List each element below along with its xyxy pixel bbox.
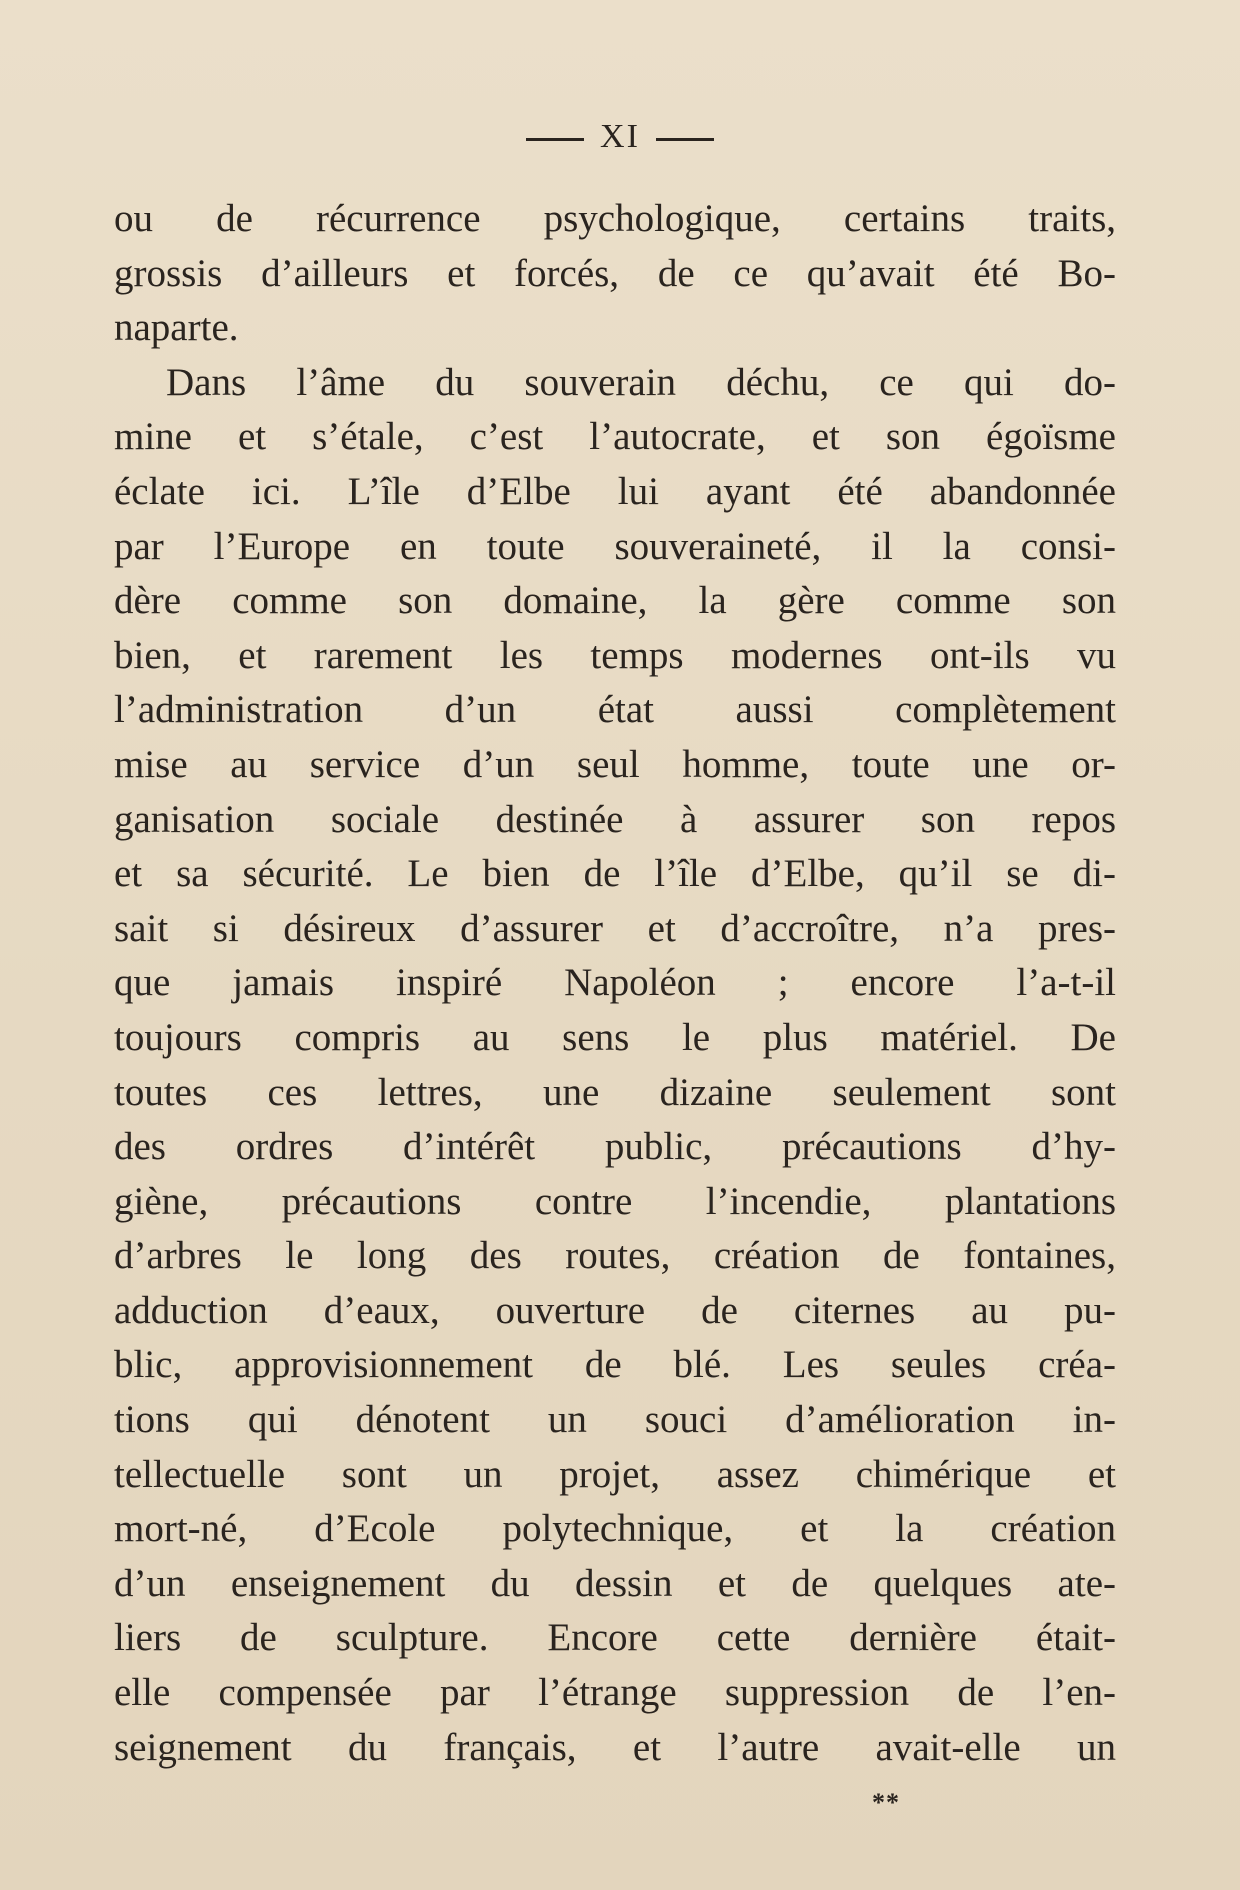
text-line: tions qui dénotent un souci d’amélioration in- [114, 1398, 1116, 1442]
text-line: giène, précautions contre l’incendie, plantations [114, 1179, 1116, 1223]
text-line: que jamais inspiré Napoléon ; encore l’a-t-il [114, 961, 1116, 1005]
page-number: XI [600, 118, 640, 155]
text-line: adduction d’eaux, ouverture de citernes au pu- [114, 1288, 1116, 1332]
text-line: seignement du français, et l’autre avait-elle un [114, 1725, 1116, 1769]
text-line: Dans l’âme du souverain déchu, ce qui do- [166, 360, 1116, 404]
body-text [114, 192, 1116, 1775]
text-line: d’arbres le long des routes, création de fontaines, [114, 1234, 1116, 1278]
header-dash-right [656, 138, 714, 141]
text-line: l’administration d’un état aussi complètement [114, 688, 1116, 732]
text-line: dère comme son domaine, la gère comme son [114, 579, 1116, 623]
text-line: d’un enseignement du dessin et de quelques ate- [114, 1561, 1116, 1605]
text-line: liers de sculpture. Encore cette dernière était- [114, 1616, 1116, 1660]
text-line: éclate ici. L’île d’Elbe lui ayant été abandonnée [114, 469, 1116, 513]
text-line: grossis d’ailleurs et forcés, de ce qu’avait été Bo- [114, 251, 1116, 295]
text-line: naparte. [114, 306, 239, 350]
text-line: mise au service d’un seul homme, toute une or- [114, 742, 1116, 786]
header-dash-left [526, 138, 584, 141]
page-header [0, 118, 1240, 156]
text-line: elle compensée par l’étrange suppression de l’en- [114, 1671, 1116, 1715]
text-line: bien, et rarement les temps modernes ont-ils vu [114, 633, 1116, 677]
text-line: mort-né, d’Ecole polytechnique, et la création [114, 1507, 1116, 1551]
text-line: sait si désireux d’assurer et d’accroître, n’a pres- [114, 906, 1116, 950]
text-line: par l’Europe en toute souveraineté, il la consi- [114, 524, 1116, 568]
signature-mark: ** [872, 1788, 900, 1817]
text-line: tellectuelle sont un projet, assez chimérique et [114, 1452, 1116, 1496]
text-line: toujours compris au sens le plus matériel. De [114, 1015, 1116, 1059]
text-line: et sa sécurité. Le bien de l’île d’Elbe, qu’il se di- [114, 852, 1116, 896]
text-line: des ordres d’intérêt public, précautions d’hy- [114, 1125, 1116, 1169]
text-line: mine et s’étale, c’est l’autocrate, et son égoïsme [114, 415, 1116, 459]
text-line: blic, approvisionnement de blé. Les seules créa- [114, 1343, 1116, 1387]
text-line: ou de récurrence psychologique, certains traits, [114, 197, 1116, 240]
text-line: ganisation sociale destinée à assurer son repos [114, 797, 1116, 841]
text-line: toutes ces lettres, une dizaine seulement sont [114, 1070, 1116, 1114]
